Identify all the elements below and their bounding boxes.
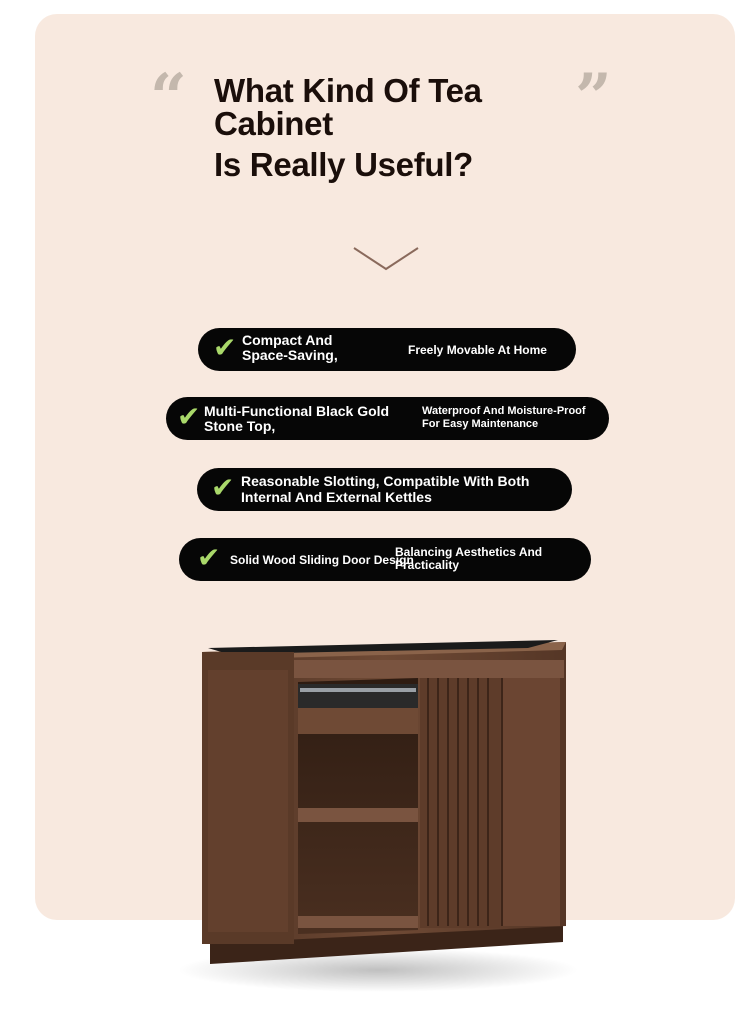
tea-cabinet-image: [168, 630, 588, 1000]
feature-subtext: Balancing Aesthetics And Practicality: [395, 545, 543, 572]
check-icon: ✔: [197, 541, 221, 574]
feature-pill-slotting: [197, 468, 572, 511]
feature-text: Multi-Functional Black Gold Stone Top,: [204, 403, 390, 434]
open-quote-icon: “: [150, 60, 187, 135]
chevron-down-icon: [353, 246, 419, 272]
feature-pill-sliding-door: [179, 538, 591, 581]
feature-subtext: Waterproof And Moisture-Proof For Easy Maintenance: [422, 405, 586, 430]
page-title: [214, 74, 554, 181]
feature-text: Compact And Space-Saving,: [242, 332, 338, 363]
feature-pill-compact: [198, 328, 576, 371]
feature-subtext: Freely Movable At Home: [408, 343, 547, 357]
feature-text: Reasonable Slotting, Compatible With Both Internal And External Kettles: [241, 473, 530, 505]
check-icon: ✔: [177, 400, 201, 433]
title-line-3: Is Really Useful?: [214, 146, 473, 183]
close-quote-icon: ”: [575, 60, 612, 135]
feature-text: Solid Wood Sliding Door Design: [230, 553, 414, 567]
check-icon: ✔: [213, 331, 237, 364]
feature-pill-stone-top: [166, 397, 609, 440]
check-icon: ✔: [211, 471, 235, 504]
title-line-1: What Kind Of Tea: [214, 72, 482, 109]
title-line-2: Cabinet: [214, 105, 333, 142]
